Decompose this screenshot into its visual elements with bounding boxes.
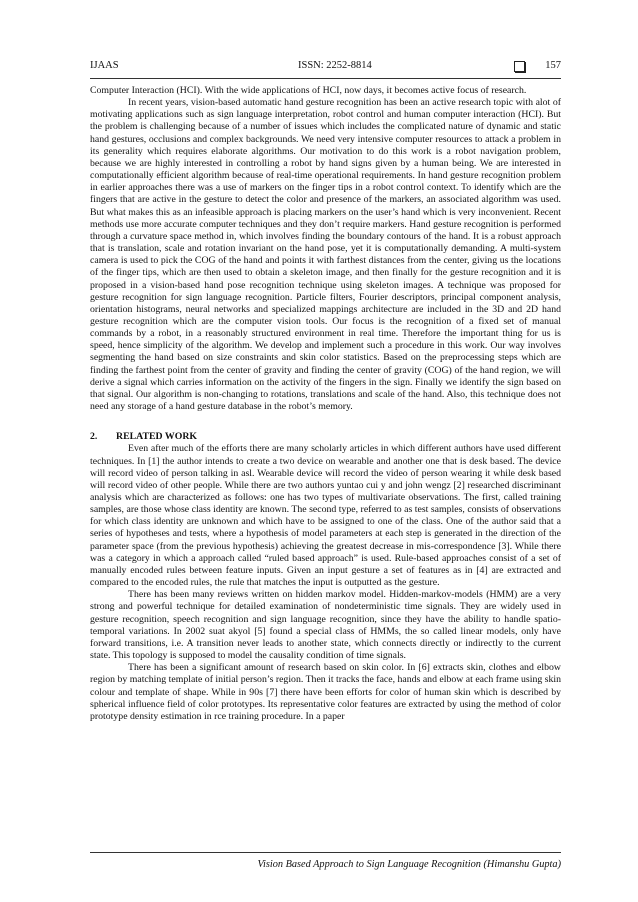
section-number: 2. xyxy=(90,431,98,443)
paragraph-related-work-1: Even after much of the efforts there are many scholarly articles in which different authors have used different techniques. In [1] the author intends to create a two device on wearable and another one that is desk based. The device will record video of person talking in asl. Wearable device will record the video of person wearing it while desk based will record video of other people. While there are two authors yuntao cui y and john wengz [2] researched discriminant analysis which are characterized as follows: one has two types of multivariate observations. The first, called training samples, are those whose class identity are known. The second type, referred to as test samples, consists of observations for which class identity are unknown and which have to be assigned to one of the class. One of the author said that a series of hypotheses and tests, where a hypothesis of model parameters at each step is generated in the direction of the parameter space (from the previous hypothesis) achieving the greatest decrease in mis-correspondence [3]. While there was a category in which a approach called “ruled based approach” is used. Rule-based approaches consist of a set of manually encoded rules between feature inputs. Given an input gesture a set of features as in [4] are extracted and compared to the encoded rules, the rule that matches the input is outputted as the gesture. xyxy=(90,443,561,589)
paragraph-continued: Computer Interaction (HCI). With the wide applications of HCI, now days, it becomes active focus of research. xyxy=(90,85,527,96)
page-header xyxy=(90,58,561,74)
section-heading xyxy=(90,431,561,443)
page-number: 157 xyxy=(545,60,561,71)
issn-label: ISSN: 2252-8814 xyxy=(298,60,372,71)
article-body xyxy=(90,85,561,723)
section-title: RELATED WORK xyxy=(116,431,198,443)
paragraph-related-work-3: There has been a significant amount of research based on skin color. In [6] extracts skin, clothes and elbow region by matching template of initial person’s region. Then it tracks the face, hands and elbow at each frame using skin colour and template of shape. While in 90s [7] there have been efforts for color of human skin which is described by spherical influence field of color prototypes. Its representative color features are extracted by using the method of color prototype density estimation in rce training procedure. In a paper xyxy=(90,662,562,722)
paragraph-introduction: In recent years, vision-based automatic hand gesture recognition has been an active research topic with alot of motivating applications such as sign language interpretation, robot control and human computer interaction (HCI). But the problem is challenging because of a number of issues which includes the complicated nature of dynamic and static hand gestures, occlusions and complex backgrounds. We need very intensive computer resources to attack a problem in its generality which requires elaborate algorithms. Our motivation to do this work is a robot navigation problem, because we are highly interested in controlling a robot by hand signs given by a human being. We are interested in computationally efficient algorithm because of real-time operational requirements. In hand gesture recognition problem in earlier approaches there was a use of markers on the finger tips in a robot control context. To identify which are the fingers that are active in the gesture to detect the color and presence of the markers, an associated algorithm was used. But what makes this as an infeasible approach is placing markers on the user’s hand which is very inconvenient. Recent methods use more accurate computer techniques and they don’t require markers. Hand gesture recognition is performed through a curvature space method in, which involves finding the boundary contours of the hand. It is a robust approach that is translation, scale and rotation invariant on the hand pose, yet it is computationally demanding. A multi-system camera is used to pick the COG of the hand and points it with farthest distances from the center, giving us the locations of the finger tips, which are then used to obtain a skeleton image, and then finally for the gesture recognition and it is proposed in a vision-based hand pose recognition technique using skeleton images. A technique was proposed for gesture recognition for sign language recognition. Particle filters, Fourier descriptors, principal component analysis, orientation histograms, neural networks and specialized mappings architecture are included in the 3D and 2D hand gesture recognition which are the computer vision tools. Our focus is the recognition of a fixed set of manual commands by a robot, in a reasonably structured environment in real time. Therefore the important thing for us is speed, hence simplicity of the algorithm. We develop and implement such a procedure in this work. Our way involves segmenting the hand based on size constraints and skin color statistics. Based on the preprocessing steps which are finding the farthest point from the center of gravity and finding the center of gravity (COG) of the hand region, we will derive a signal which carries information on the activity of the fingers in the sign. Finally we identify the sign based on that signal. Our algorithm is non-changing to rotations, translations and scale of the hand. Also, this technique does not need any storage of a hand gesture database in the robot’s memory. xyxy=(90,97,561,413)
footer-divider xyxy=(90,852,561,853)
checkbox-square-icon xyxy=(514,61,525,72)
header-divider xyxy=(90,78,561,79)
paragraph-related-work-2: There has been many reviews written on hidden markov model. Hidden-markov-models (HMM) are a very strong and powerful technique for detailed examination of nondeterministic time signals. They are widely used in gesture recognition, speech recognition and sign language recognition, since they have the ability to handle spatio-temporal variations. In 2002 suat akyol [5] found a special class of HMMs, the so called linear models, only have forward transitions, i.e. A transition never leads to another state, which connects directly or indirectly to the current state. This topology is supposed to model the causality condition of time signals. xyxy=(90,589,561,662)
journal-abbreviation: IJAAS xyxy=(90,60,119,71)
running-title: Vision Based Approach to Sign Language Recognition (Himanshu Gupta) xyxy=(257,859,561,870)
